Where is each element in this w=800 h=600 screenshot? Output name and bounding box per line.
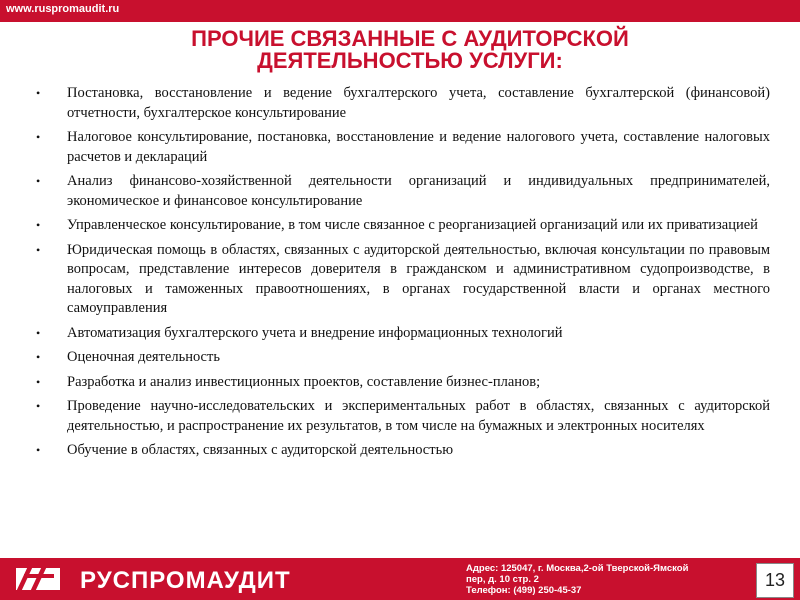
address-line-2: пер, д. 10 стр. 2 xyxy=(466,574,539,585)
bullet-icon: • xyxy=(36,86,41,100)
bullet-icon: • xyxy=(36,325,41,340)
brand-name: РУСПРОМАУДИТ xyxy=(80,567,291,594)
list-item-text: Разработка и анализ инвестиционных проектов, составление бизнес-планов; xyxy=(67,373,541,390)
list-item-text: Автоматизация бухгалтерского учета и внедрение информационных технологий xyxy=(67,324,563,341)
list-item xyxy=(30,128,770,167)
site-url[interactable]: www.ruspromaudit.ru xyxy=(6,3,120,15)
list-item xyxy=(30,84,770,123)
list-item xyxy=(30,397,770,436)
list-item xyxy=(30,241,770,319)
logo-icon xyxy=(16,568,60,590)
bullet-icon: • xyxy=(36,374,41,389)
list-item-text: Анализ финансово-хозяйственной деятельности организаций и индивидуальных предпринимателей, экономическое и финансовое консультирование xyxy=(67,173,770,209)
bullet-icon: • xyxy=(36,218,41,232)
list-item xyxy=(30,441,770,461)
slide-title xyxy=(60,28,760,72)
title-line-1: ПРОЧИЕ СВЯЗАННЫЕ С АУДИТОРСКОЙ xyxy=(191,26,629,51)
address-line-1: Адрес: 125047, г. Москва,2-ой Тверской-Ямской xyxy=(466,563,689,574)
title-line-2: ДЕЯТЕЛЬНОСТЬЮ УСЛУГИ: xyxy=(257,48,563,73)
list-item xyxy=(30,348,770,368)
services-list xyxy=(30,84,770,466)
bullet-icon: • xyxy=(36,174,41,188)
company-address xyxy=(466,563,756,596)
list-item xyxy=(30,373,770,393)
bullet-icon: • xyxy=(36,399,41,413)
list-item xyxy=(30,216,770,236)
list-item-text: Постановка, восстановление и ведение бухгалтерского учета, составление бухгалтерской (финансовой) отчетности, бухгалтерское консультирование xyxy=(67,85,770,121)
bullet-icon: • xyxy=(36,242,41,257)
list-item-text: Обучение в областях, связанных с аудиторской деятельностью xyxy=(67,442,454,458)
bullet-icon: • xyxy=(36,350,41,364)
list-item-text: Оценочная деятельность xyxy=(67,349,220,365)
page-number: 13 xyxy=(756,563,794,598)
bullet-icon: • xyxy=(36,130,41,144)
list-item-text: Юридическая помощь в областях, связанных с аудиторской деятельностью, включая консультации по правовым вопросам, представление интересов доверителя в гражданском и административном судопроизводстве, в налоговых и таможенных правоотношениях, в органах государственной власти и органах местного самоуправления xyxy=(67,241,770,316)
list-item xyxy=(30,172,770,211)
bullet-icon: • xyxy=(36,443,41,457)
list-item-text: Проведение научно-исследовательских и экспериментальных работ в областях, связанных с аудиторской деятельностью, и распространение их результатов, в том числе на бумажных и электронных носителях xyxy=(67,398,770,434)
list-item-text: Налоговое консультирование, постановка, восстановление и ведение налогового учета, составление налоговых расчетов и деклараций xyxy=(67,129,770,165)
top-bar xyxy=(0,0,800,22)
footer-bar xyxy=(0,558,800,600)
list-item xyxy=(30,324,770,344)
list-item-text: Управленческое консультирование, в том числе связанное с реорганизацией организаций или их приватизацией xyxy=(67,217,758,233)
phone: Телефон: (499) 250-45-37 xyxy=(466,585,582,596)
